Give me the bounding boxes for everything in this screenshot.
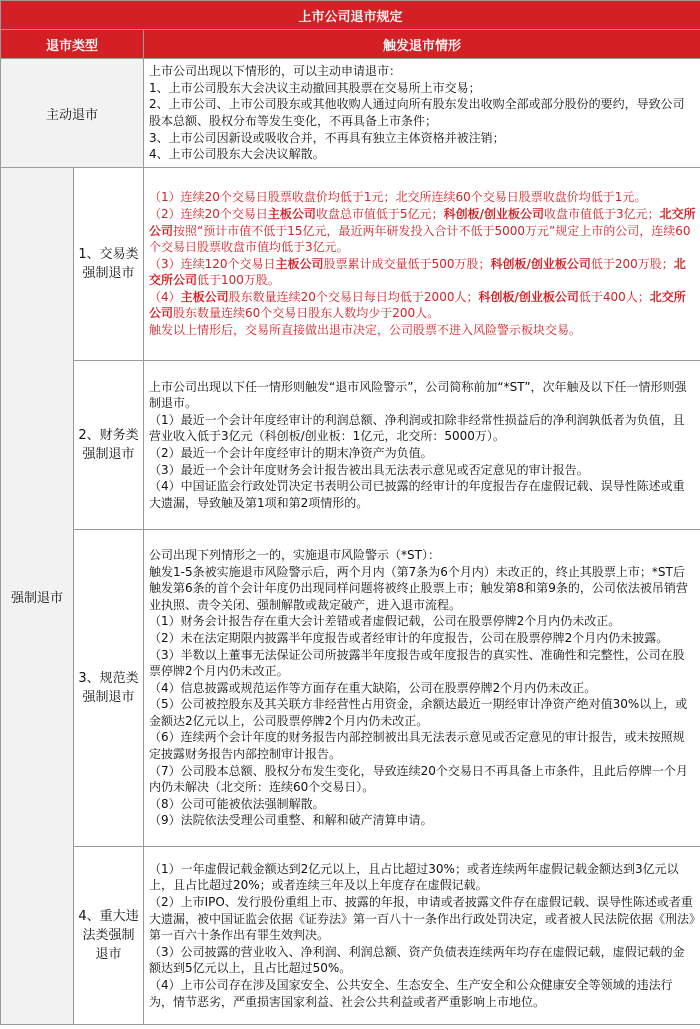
compliance-line: 触发1-5条被实施退市风险警示后，两个月内（第7条为6个月内）未改正的，终止其股票上市；*ST后触发第6条的首个会计年度仍出现同样问题将被终止股票上市；触发第8和第9条的，公司依法被吊销营业执照、责令关闭、强制解散或裁定破产，进入退市流程。 bbox=[149, 564, 688, 612]
compliance-label: 3、规范类强制退市 bbox=[74, 530, 144, 847]
violation-line: （3）公司披露的营业收入、净利润、利润总额、资产负债表连续两年均存在虚假记载，虚假记载的金额达到5亿元以上，且占比超过50%。 bbox=[149, 944, 685, 976]
compliance-line: （7）公司股本总额、股权分布发生变化，导致连续20个交易日不再具备上市条件，且此后停牌一个月内仍未解决（北交所：连续60个交易日）。 bbox=[149, 763, 688, 795]
financial-line: （4）中国证监会行政处罚决定书表明公司已披露的经审计的年度报告存在虚假记载、误导性陈述或重大遗漏，导致触及第1项和第2项情形的。 bbox=[149, 479, 685, 510]
voluntary-line: 3、上市公司因新设或吸收合并，不再具有独立主体资格并被注销； bbox=[149, 130, 505, 145]
compliance-line: （6）连续两个会计年度的财务报告内部控制被出具无法表示意见或否定意见的审计报告，或未按照规定披露财务报告内部控制审计报告。 bbox=[149, 730, 685, 762]
trading-item-2: （2）连续20个交易日主板公司收盘总市值低于5亿元；科创板/创业板公司收盘市值低于3亿元；北交所公司按照“预计市值不低于15亿元，最近两年研发投入合计不低于5000万元”规定上市的公司，连续60个交易日股票收盘市值均低于3亿元。 bbox=[149, 206, 696, 255]
trading-item-1: （1）连续20个交易日股票收盘价均低于1元；北交所连续60个交易日股票收盘价均低于1元。 bbox=[149, 190, 647, 205]
financial-content bbox=[144, 361, 700, 530]
header-type: 退市类型 bbox=[1, 30, 144, 59]
financial-line: （2）最近一个会计年度经审计的期末净资产为负值。 bbox=[149, 446, 433, 460]
violation-row bbox=[1, 847, 700, 1025]
violation-label: 4、重大违法类强制退市 bbox=[74, 847, 144, 1025]
violation-line: （1）一年虚假记载金额达到2亿元以上，且占比超过30%；或者连续两年虚假记载金额达到3亿元以上，且占比超过20%；或者连续三年及以上年度存在虚假记载。 bbox=[149, 861, 679, 893]
voluntary-label: 主动退市 bbox=[1, 59, 144, 168]
trading-label: 1、交易类强制退市 bbox=[74, 168, 144, 361]
compliance-line: （8）公司可能被依法强制解散。 bbox=[149, 796, 325, 811]
voluntary-content bbox=[144, 59, 700, 168]
financial-line: 上市公司出现以下任一情形则触发“退市风险警示”，公司简称前加“*ST”，次年触及以下任一情形则强制退市。 bbox=[149, 379, 687, 411]
financial-line: （1）最近一个会计年度经审计的利润总额、净利润或扣除非经常性损益后的净利润孰低者为负值，且营业收入低于3亿元（科创板/创业板：1亿元，北交所：5000万）。 bbox=[149, 412, 685, 444]
compliance-row bbox=[1, 530, 700, 847]
trading-item-3: （3）连续120个交易日主板公司股票累计成交量低于500万股；科创板/创业板公司低于200万股；北交所公司低于100万股。 bbox=[149, 256, 686, 288]
compliance-line: （2）未在法定期限内披露半年度报告或者经审计的年度报告，公司在股票停牌2个月内仍未披露。 bbox=[149, 630, 669, 645]
table-title-row bbox=[1, 1, 700, 30]
table-header-row bbox=[1, 30, 700, 59]
table-title: 上市公司退市规定 bbox=[1, 1, 700, 30]
financial-row bbox=[1, 361, 700, 530]
financial-line: （3）最近一个会计年度财务会计报告被出具无法表示意见或否定意见的审计报告。 bbox=[149, 462, 589, 477]
violation-content bbox=[144, 847, 700, 1025]
trading-note: 触发以上情形后，交易所直接做出退市决定，公司股票不进入风险警示板块交易。 bbox=[149, 323, 582, 338]
compliance-line: （5）公司被控股东及其关联方非经营性占用资金，余额达最近一期经审计净资产绝对值30%以上，或金额达2亿元以上，公司股票停牌2个月内仍未改正。 bbox=[149, 697, 688, 728]
financial-label: 2、财务类强制退市 bbox=[74, 361, 144, 530]
header-trigger: 触发退市情形 bbox=[144, 30, 700, 59]
voluntary-line: 4、上市公司股东大会决议解散。 bbox=[149, 147, 325, 162]
voluntary-row bbox=[1, 59, 700, 168]
compliance-line: 公司出现下列情形之一的，实施退市风险警示（*ST）： bbox=[149, 547, 440, 562]
trading-row bbox=[1, 168, 700, 361]
violation-line: （4）上市公司存在涉及国家安全、公共安全、生态安全、生产安全和公众健康安全等领域的违法行为，情节恶劣，严重损害国家利益、社会公共利益或者严重影响上市地位。 bbox=[149, 977, 673, 1009]
voluntary-line: 1、上市公司股东大会决议主动撤回其股票在交易所上市交易； bbox=[149, 80, 481, 95]
trading-content bbox=[144, 168, 700, 361]
trading-item-4: （4）主板公司股东数量连续20个交易日每日均低于2000人；科创板/创业板公司低于400人；北交所公司股东数量连续60个交易日股东人数均少于200人。 bbox=[149, 289, 686, 321]
voluntary-line: 2、上市公司、上市公司股东或其他收购人通过向所有股东发出收购全部或部分股份的要约，导致公司股本总额、股权分布等发生变化，不再具备上市条件； bbox=[149, 97, 685, 128]
voluntary-line: 上市公司出现以下情形的，可以主动申请退市： bbox=[149, 64, 402, 79]
compliance-line: （1）财务会计报告存在重大会计差错或者虚假记载，公司在股票停牌2个月内仍未改正。 bbox=[149, 614, 621, 629]
violation-line: （2）上市IPO、发行股份重组上市、披露的年报，申请或者披露文件存在虚假记载、误导性陈述或者重大遗漏，被中国证监会依据《证券法》第一百八十一条作出行政处罚决定，或者被人民法院依据《刑法》第一百六十条作出有罪生效判决。 bbox=[149, 895, 696, 943]
forced-label: 强制退市 bbox=[1, 168, 74, 1025]
compliance-line: （4）信息披露或规范运作等方面存在重大缺陷，公司在股票停牌2个月内仍未改正。 bbox=[149, 680, 597, 695]
compliance-line: （9）法院依法受理公司重整、和解和破产清算申请。 bbox=[149, 813, 433, 828]
compliance-line: （3）半数以上董事无法保证公司所披露半年度报告或年度报告的真实性、准确性和完整性，公司在股票停牌2个月内仍未改正。 bbox=[149, 647, 685, 679]
compliance-content bbox=[144, 530, 700, 847]
